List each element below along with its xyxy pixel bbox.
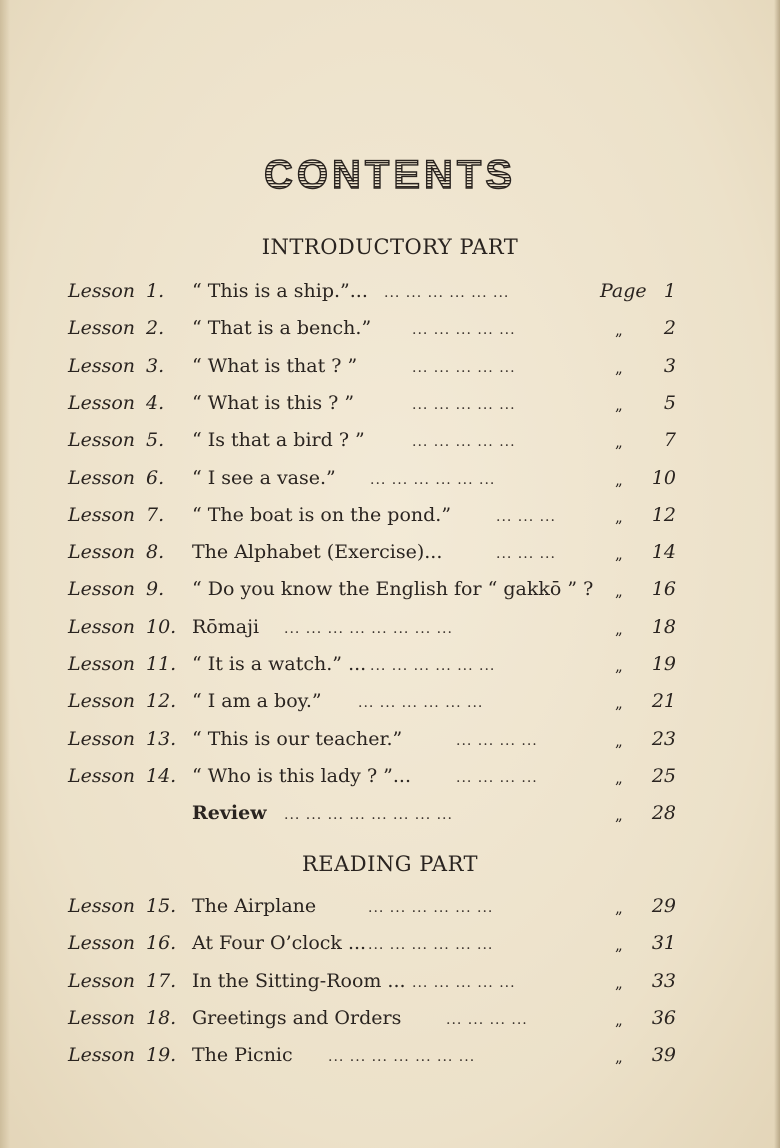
lesson-number: 8. <box>146 541 165 563</box>
ditto-mark: „ <box>615 582 623 600</box>
leader-dots: ... ... ... <box>496 546 556 562</box>
page-title <box>0 150 780 196</box>
toc-entry <box>0 765 780 795</box>
lesson-title: “ It is a watch.” ... <box>192 653 367 675</box>
lesson-number: 13. <box>146 728 177 750</box>
lesson-number: 14. <box>146 765 177 787</box>
page-number: 39 <box>651 1044 676 1066</box>
toc-entry <box>0 429 780 459</box>
lesson-title: The Airplane <box>192 895 317 917</box>
ditto-mark: „ <box>615 806 623 824</box>
lesson-title: “ I see a vase.” <box>192 467 336 489</box>
lesson-label: Lesson <box>68 895 136 917</box>
page-label: Page <box>600 280 647 302</box>
ditto-mark: „ <box>615 769 623 787</box>
lesson-number: 4. <box>146 392 165 414</box>
lesson-label: Lesson <box>68 653 136 675</box>
toc-entry <box>0 317 780 347</box>
lesson-label: Lesson <box>68 1044 136 1066</box>
ditto-mark: „ <box>615 899 623 917</box>
ditto-mark: „ <box>615 657 623 675</box>
lesson-label: Lesson <box>68 392 136 414</box>
lesson-label: Lesson <box>68 578 136 600</box>
toc-entry <box>0 970 780 1000</box>
lesson-title: “ That is a bench.” <box>192 317 372 339</box>
lesson-title: Greetings and Orders <box>192 1007 402 1029</box>
lesson-number: 19. <box>146 1044 177 1066</box>
leader-dots: ... ... ... <box>496 509 556 525</box>
page-number: 1 <box>663 280 676 302</box>
page-number: 23 <box>651 728 676 750</box>
toc-entry <box>0 541 780 571</box>
lesson-number: 7. <box>146 504 165 526</box>
toc-entry <box>0 690 780 720</box>
page-number: 29 <box>651 895 676 917</box>
page-number: 19 <box>651 653 676 675</box>
lesson-title: “ Who is this lady ? ”... <box>192 765 412 787</box>
lesson-number: 12. <box>146 690 177 712</box>
page-number: 16 <box>651 578 676 600</box>
ditto-mark: „ <box>615 974 623 992</box>
section-heading: INTRODUCTORY PART <box>261 235 519 259</box>
page-number: 14 <box>651 541 676 563</box>
lesson-number: 11. <box>146 653 177 675</box>
lesson-label: Lesson <box>68 467 136 489</box>
ditto-mark: „ <box>615 359 623 377</box>
toc-entry <box>0 932 780 962</box>
leader-dots: ... ... ... ... ... <box>412 322 516 338</box>
lesson-title: In the Sitting-Room ... <box>192 970 406 992</box>
lesson-title: “ Do you know the English for “ gakkō ” ? <box>192 578 594 600</box>
page-number: 10 <box>651 467 676 489</box>
toc-entry <box>0 616 780 646</box>
section-heading: READING PART <box>301 852 479 876</box>
lesson-title: “ What is that ? ” <box>192 355 358 377</box>
page-number: 33 <box>651 970 676 992</box>
lesson-number: 16. <box>146 932 177 954</box>
leader-dots: ... ... ... ... ... ... <box>368 900 494 916</box>
lesson-number: 17. <box>146 970 177 992</box>
toc-entry <box>0 1044 780 1074</box>
ditto-mark: „ <box>615 936 623 954</box>
ditto-mark: „ <box>615 321 623 339</box>
ditto-mark: „ <box>615 1048 623 1066</box>
lesson-label: Lesson <box>68 616 136 638</box>
ditto-mark: „ <box>615 433 623 451</box>
lesson-title: The Picnic <box>192 1044 293 1066</box>
page-number: 2 <box>663 317 676 339</box>
lesson-number: 6. <box>146 467 165 489</box>
lesson-title: Rōmaji <box>192 616 260 638</box>
lesson-label: Lesson <box>68 690 136 712</box>
page-number: 7 <box>663 429 676 451</box>
contents-title-graphic <box>235 150 545 196</box>
page-number: 28 <box>651 802 676 824</box>
leader-dots: ... ... ... ... ... <box>412 434 516 450</box>
lesson-title: “ This is our teacher.” <box>192 728 403 750</box>
lesson-label: Lesson <box>68 970 136 992</box>
ditto-mark: „ <box>615 694 623 712</box>
leader-dots: ... ... ... ... <box>456 733 538 749</box>
lesson-number: 10. <box>146 616 177 638</box>
leader-dots: ... ... ... ... ... ... <box>384 285 510 301</box>
leader-dots: ... ... ... ... ... <box>412 397 516 413</box>
leader-dots: ... ... ... ... ... <box>412 975 516 991</box>
leader-dots: ... ... ... ... ... ... <box>370 472 496 488</box>
page-number: 21 <box>651 690 676 712</box>
lesson-title: “ The boat is on the pond.” <box>192 504 452 526</box>
lesson-number: 18. <box>146 1007 177 1029</box>
toc-entry <box>0 802 780 832</box>
lesson-number: 5. <box>146 429 165 451</box>
lesson-title: Review <box>192 802 267 824</box>
lesson-label: Lesson <box>68 541 136 563</box>
page-number: 5 <box>663 392 676 414</box>
toc-entry <box>0 1007 780 1037</box>
page-number: 18 <box>651 616 676 638</box>
lesson-title: At Four O’clock ... <box>192 932 367 954</box>
lesson-number: 3. <box>146 355 165 377</box>
leader-dots: ... ... ... ... <box>446 1012 528 1028</box>
lesson-title: “ What is this ? ” <box>192 392 355 414</box>
lesson-number: 2. <box>146 317 165 339</box>
lesson-label: Lesson <box>68 317 136 339</box>
lesson-number: 1. <box>146 280 165 302</box>
leader-dots: ... ... ... ... <box>456 770 538 786</box>
ditto-mark: „ <box>615 545 623 563</box>
ditto-mark: „ <box>615 396 623 414</box>
toc-entry <box>0 728 780 758</box>
lesson-title: “ This is a ship.”... <box>192 280 368 302</box>
ditto-mark: „ <box>615 620 623 638</box>
toc-entry <box>0 578 780 608</box>
page-number: 25 <box>651 765 676 787</box>
lesson-number: 9. <box>146 578 165 600</box>
toc-entry <box>0 467 780 497</box>
leader-dots: ... ... ... ... ... ... ... ... <box>284 807 453 823</box>
lesson-label: Lesson <box>68 280 136 302</box>
contents-title-text: CONTENTS <box>264 153 516 196</box>
ditto-mark: „ <box>615 732 623 750</box>
lesson-title: The Alphabet (Exercise)... <box>192 541 443 563</box>
page-number: 12 <box>651 504 676 526</box>
lesson-label: Lesson <box>68 429 136 451</box>
ditto-mark: „ <box>615 1011 623 1029</box>
page-number: 3 <box>663 355 676 377</box>
lesson-label: Lesson <box>68 765 136 787</box>
toc-entry <box>0 895 780 925</box>
leader-dots: ... ... ... ... ... ... <box>358 695 484 711</box>
ditto-mark: „ <box>615 471 623 489</box>
lesson-title: “ I am a boy.” <box>192 690 322 712</box>
page-number: 31 <box>651 932 676 954</box>
lesson-label: Lesson <box>68 932 136 954</box>
leader-dots: ... ... ... ... ... ... <box>370 658 496 674</box>
ditto-mark: „ <box>615 508 623 526</box>
leader-dots: ... ... ... ... ... <box>412 360 516 376</box>
toc-entry <box>0 280 780 310</box>
lesson-label: Lesson <box>68 728 136 750</box>
toc-entry <box>0 355 780 385</box>
toc-entry <box>0 504 780 534</box>
toc-entry <box>0 653 780 683</box>
leader-dots: ... ... ... ... ... ... ... ... <box>284 621 453 637</box>
lesson-number: 15. <box>146 895 177 917</box>
leader-dots: ... ... ... ... ... ... <box>368 937 494 953</box>
lesson-label: Lesson <box>68 504 136 526</box>
lesson-label: Lesson <box>68 1007 136 1029</box>
lesson-label: Lesson <box>68 355 136 377</box>
page-number: 36 <box>651 1007 676 1029</box>
toc-entry <box>0 392 780 422</box>
lesson-title: “ Is that a bird ? ” <box>192 429 365 451</box>
leader-dots: ... ... ... ... ... ... ... <box>328 1049 476 1065</box>
